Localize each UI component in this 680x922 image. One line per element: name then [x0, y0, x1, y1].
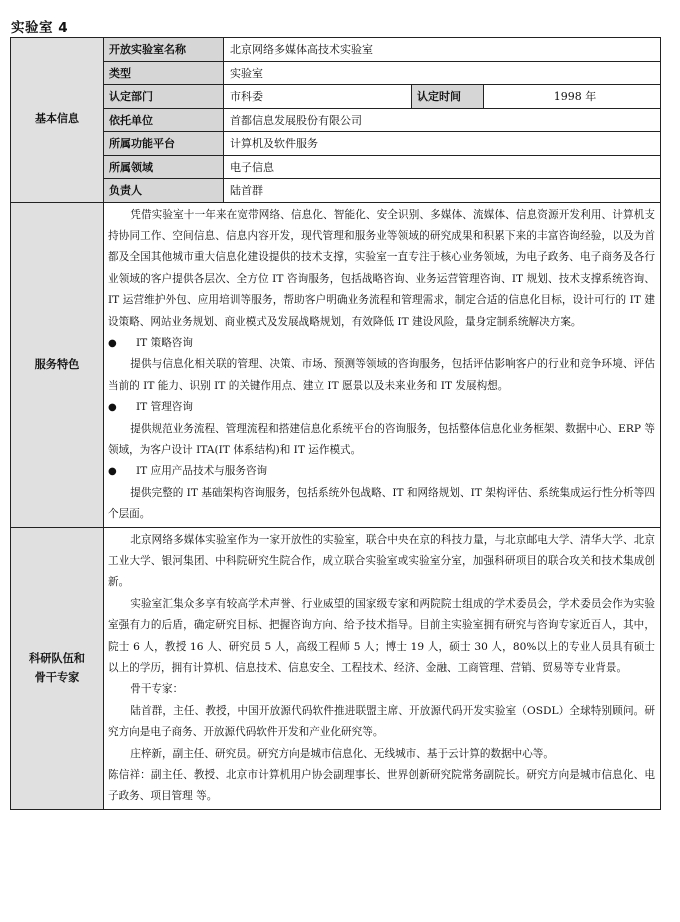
- host-unit-label: 依托单位: [104, 108, 224, 132]
- bullet-icon: ●: [108, 337, 117, 349]
- service-item-2-heading: [108, 397, 655, 418]
- team-paragraph: 北京网络多媒体实验室作为一家开放性的实验室，联合中央在京的科技力量，与北京邮电大学、清华大学、北京工业大学、银河集团、中科院研究生院合作，成立联合实验室或实验室分室，加强科研项目的联合攻关和技术集成创新。: [108, 533, 655, 589]
- field-value: 电子信息: [224, 155, 661, 179]
- service-item-2-text: 提供规范业务流程、管理流程和搭建信息化系统平台的咨询服务，包括整体信息化业务框架、数据中心、ERP 等领域，为客户设计 ITA(IT 体系结构)和 IT 运作模式。: [108, 422, 655, 456]
- team-section-label: [11, 527, 104, 809]
- service-item-3-title: IT 应用产品技术与服务咨询: [136, 465, 268, 478]
- service-item-2-title: IT 管理咨询: [136, 401, 193, 414]
- certifying-dept-label: 认定部门: [104, 85, 224, 109]
- bullet-icon: ●: [108, 466, 117, 478]
- team-section-label-line1: 科研队伍和: [29, 652, 85, 666]
- lab-info-table: [10, 37, 661, 810]
- expert-entry: 庄梓新，副主任、研究员。研究方向是城市信息化、无线城市、基于云计算的数据中心等。: [130, 747, 554, 760]
- lab-name-label: 开放实验室名称: [104, 38, 224, 62]
- certification-time-value: 1998 年: [484, 85, 661, 109]
- type-value: 实验室: [224, 61, 661, 85]
- service-item-3-text: 提供完整的 IT 基础架构咨询服务，包括系统外包战略、IT 和网络规划、IT 架构评估、系统集成运行性分析等四个层面。: [108, 486, 655, 521]
- certification-time-label: 认定时间: [412, 85, 484, 109]
- service-intro: 凭借实验室十一年来在宽带网络、信息化、智能化、安全识别、多媒体、流媒体、信息资源开发利用、计算机支持协同工作、空间信息、信息内容开发，现代管理和服务业等领域的研究成果和积累下来的丰富咨询经验，以及为首都及全国其他城市重大信息化建设提供的技术支撑，实验室一直专注于核心业务领域，为电子政务、电子商务及各行业领域的客户提供各层次、全方位 IT 咨询服务，包括战略咨询、业务运营管理咨询、IT 规划、技术支撑系统咨询、IT 运营维护外包、应用培训等服务，帮助客户明确业务流程和管理需求，制定合适的信息化目标，设计可行的 IT 建设策略、网站业务规划、商业模式及发展战略规划，有效降低 IT 建设风险，量身定制系统解决方案。: [108, 208, 655, 328]
- certifying-dept-value: 市科委: [224, 85, 412, 109]
- host-unit-value: 首都信息发展股份有限公司: [224, 108, 661, 132]
- service-item-3-heading: [108, 461, 655, 482]
- key-experts-heading: 骨干专家：: [130, 683, 184, 696]
- platform-label: 所属功能平台: [104, 132, 224, 156]
- service-section-label: 服务特色: [11, 202, 104, 527]
- page-title: 实验室 4: [11, 20, 69, 36]
- type-label: 类型: [104, 61, 224, 85]
- team-section-label-line2: 骨干专家: [34, 671, 80, 685]
- platform-value: 计算机及软件服务: [224, 132, 661, 156]
- expert-entry: 陈信祥：副主任、教授、北京市计算机用户协会副理事长、世界创新研究院常务副院长。研究方向是城市信息化、电子政务、项目管理 等。: [108, 769, 655, 803]
- basic-info-section-label: 基本信息: [11, 38, 104, 203]
- service-item-1-text: 提供与信息化相关联的管理、决策、市场、预测等领域的咨询服务，包括评估影响客户的行业和竞争环境、评估当前的 IT 能力、识别 IT 的关键作用点、建立 IT 愿景以及未来业务和 IT 发展构想。: [108, 358, 655, 392]
- director-label: 负责人: [104, 179, 224, 203]
- field-label: 所属领域: [104, 155, 224, 179]
- service-content: [104, 202, 661, 527]
- team-content: [104, 527, 661, 809]
- bullet-icon: ●: [108, 402, 117, 414]
- director-value: 陆首群: [224, 179, 661, 203]
- expert-entry: 陆首群，主任、教授，中国开放源代码软件推进联盟主席、开放源代码开发实验室（OSDL）全球特别顾问。研究方向是电子商务、开放源代码软件开发和产业化研究等。: [108, 704, 655, 739]
- lab-name-value: 北京网络多媒体高技术实验室: [224, 38, 661, 62]
- service-item-1-title: IT 策略咨询: [136, 336, 193, 349]
- team-paragraph: 实验室汇集众多享有较高学术声誉、行业威望的国家级专家和两院院士组成的学术委员会，学术委员会作为实验室强有力的后盾，确定研究目标、把握咨询方向、给予技术指导。目前主实验室拥有研究与咨询专家近百人，其中，院士 6 人，教授 16 人、研究员 5 人，高级工程师 5 人；博士 19 人，硕士 30 人，80%以上的专业人员具有硕士以上的学历，拥有计算机、信息技术、信息安全、工程技术、经济、金融、工商管理、营销、贸易等专业背景。: [108, 597, 655, 675]
- service-item-1-heading: [108, 333, 655, 354]
